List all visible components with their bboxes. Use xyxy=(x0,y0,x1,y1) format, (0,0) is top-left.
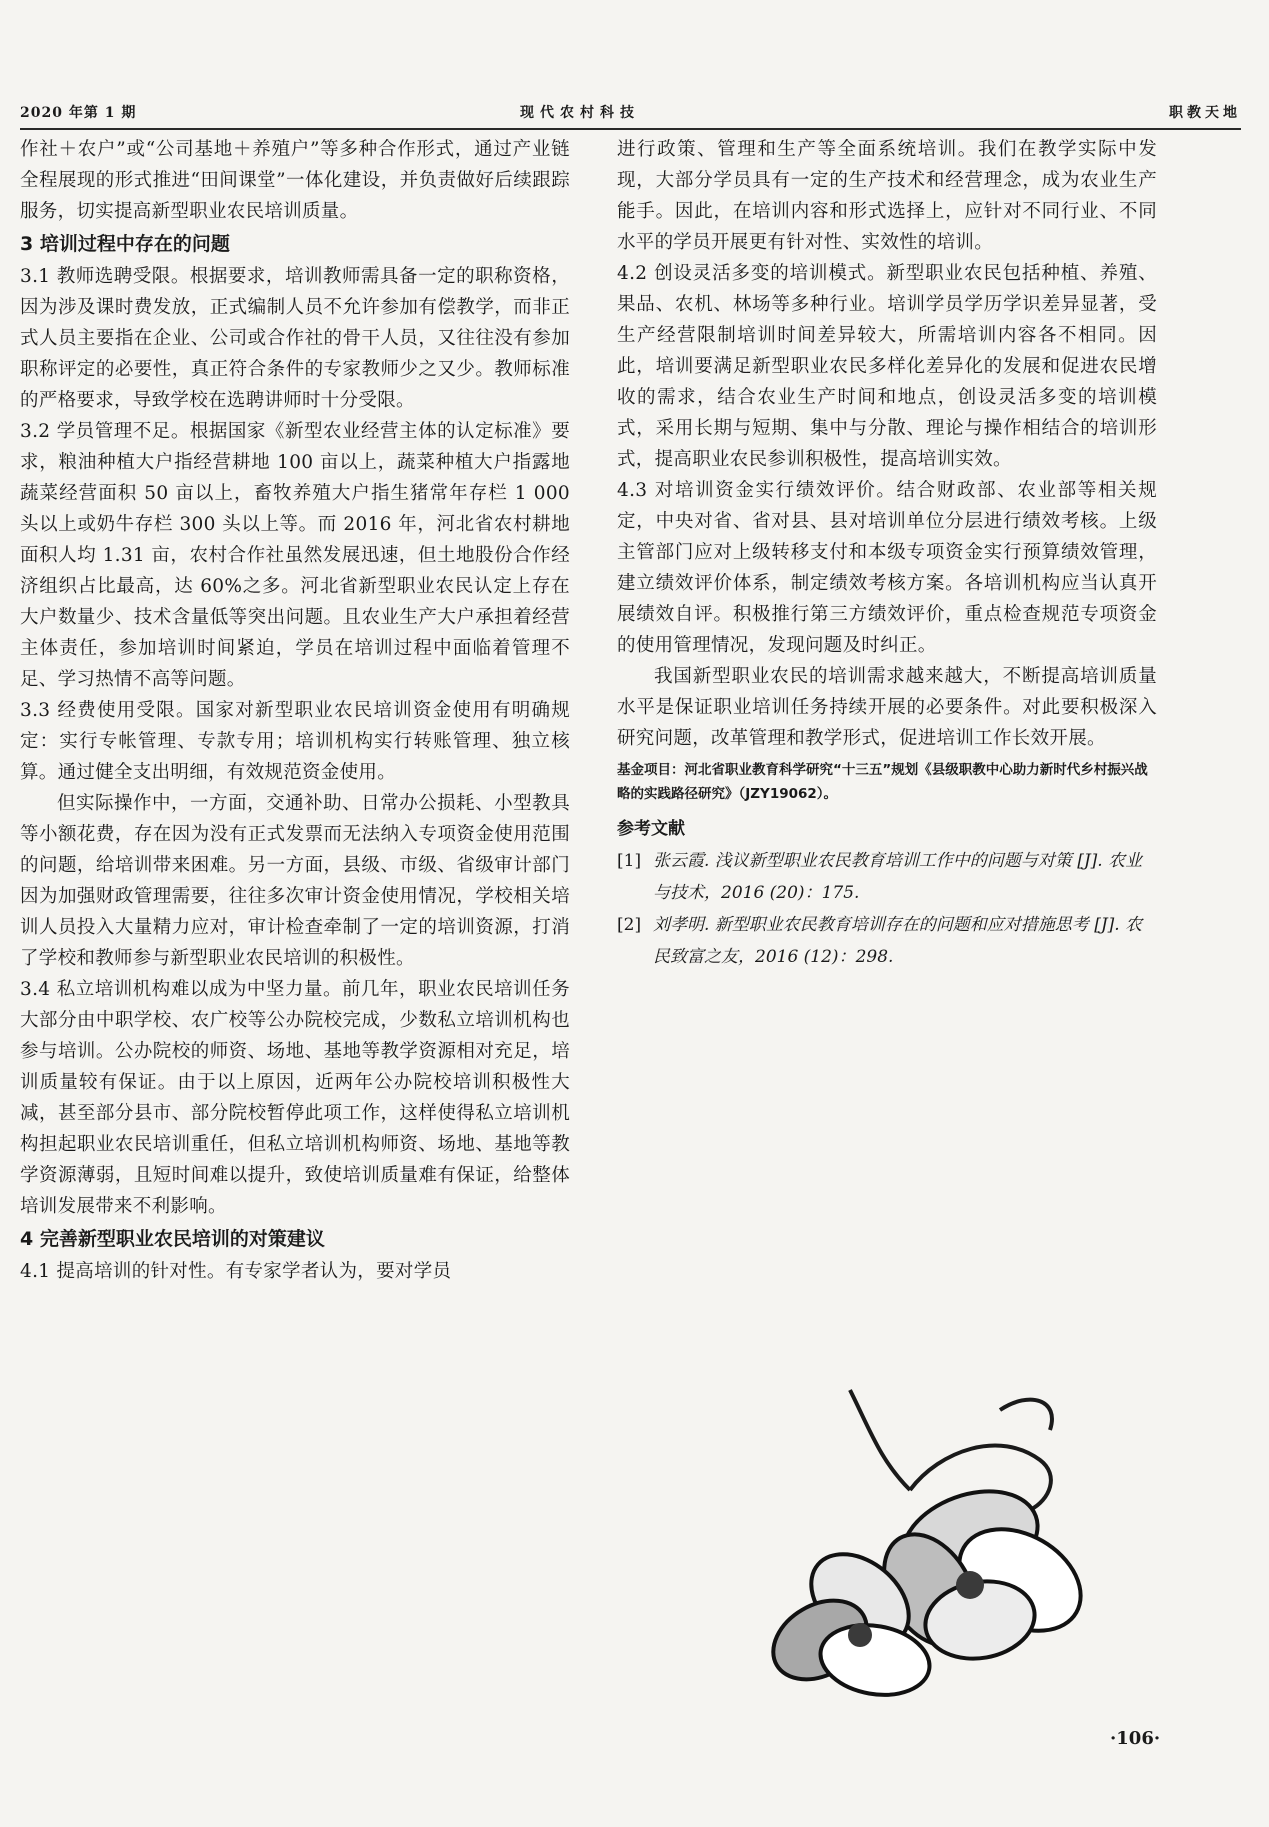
paragraph: 3.1 教师选聘受限。根据要求，培训教师需具备一定的职称资格，因为涉及课时费发放，正式编制人员不允许参加有偿教学，而非正式人员主要指在企业、公司或合作社的骨干人员，又往往没有参加职称评定的必要性，真正符合条件的专家教师少之又少。教师标准的严格要求，导致学校在选聘讲师时十分受限。 xyxy=(20,266,570,411)
reference-text: 张云霞. 浅议新型职业农民教育培训工作中的问题与对策 [J]. 农业与技术，2016 (20)：175. xyxy=(653,851,1143,903)
paragraph: 进行政策、管理和生产等全面系统培训。我们在教学实际中发现，大部分学员具有一定的生产技术和经营理念，成为农业生产能手。因此，在培训内容和形式选择上，应针对不同行业、不同水平的学员开展更有针对性、实效性的培训。 xyxy=(617,139,1157,253)
flower-illustration xyxy=(700,1370,1180,1710)
section-heading: 3 培训过程中存在的问题 xyxy=(20,233,230,255)
paragraph: 但实际操作中，一方面，交通补助、日常办公损耗、小型教具等小额花费，存在因为没有正式发票而无法纳入专项资金使用范围的问题，给培训带来困难。另一方面，县级、市级、省级审计部门因为加强财政管理需要，往往多次审计资金使用情况，学校相关培训人员投入大量精力应对，审计检查牵制了一定的培训资源，打消了学校和教师参与新型职业农民培训的积极性。 xyxy=(20,793,570,969)
paragraph: 3.2 学员管理不足。根据国家《新型农业经营主体的认定标准》要求，粮油种植大户指经营耕地 100 亩以上，蔬菜种植大户指露地蔬菜经营面积 50 亩以上，畜牧养殖大户指生猪常年存栏 1 000 头以上或奶牛存栏 300 头以上等。而 2016 年，河北省农村耕地面积人均 1.31 亩，农村合作社虽然发展迅速，但土地股份合作经济组织占比最高，达 60%之多。河北省新型职业农民认定上存在大户数量少、技术含量低等突出问题。且农业生产大户承担着经营主体责任，参加培训时间紧迫，学员在培训过程中面临着管理不足、学习热情不高等问题。 xyxy=(20,421,570,690)
paragraph: 4.3 对培训资金实行绩效评价。结合财政部、农业部等相关规定，中央对省、省对县、县对培训单位分层进行绩效考核。上级主管部门应对上级转移支付和本级专项资金实行预算绩效管理，建立绩效评价体系，制定绩效考核方案。各培训机构应当认真开展绩效自评。积极推行第三方绩效评价，重点检查规范专项资金的使用管理情况，发现问题及时纠正。 xyxy=(617,480,1157,656)
paragraph: 3.3 经费使用受限。国家对新型职业农民培训资金使用有明确规定：实行专帐管理、专款专用；培训机构实行转账管理、独立核算。通过健全支出明细，有效规范资金使用。 xyxy=(20,700,570,783)
right-column xyxy=(617,134,1157,973)
paragraph: 作社＋农户”或“公司基地＋养殖户”等多种合作形式，通过产业链全程展现的形式推进“田间课堂”一体化建设，并负责做好后续跟踪服务，切实提高新型职业农民培训质量。 xyxy=(20,139,570,222)
reference-number: [2] xyxy=(617,915,642,935)
paragraph: 3.4 私立培训机构难以成为中坚力量。前几年，职业农民培训任务大部分由中职学校、农广校等公办院校完成，少数私立培训机构也参与培训。公办院校的师资、场地、基地等教学资源相对充足，培训质量较有保证。由于以上原因，近两年公办院校培训积极性大减，甚至部分县市、部分院校暂停此项工作，这样使得私立培训机构担起职业农民培训重任，但私立培训机构师资、场地、基地等教学资源薄弱，且短时间难以提升，致使培训质量难有保证，给整体培训发展带来不利影响。 xyxy=(20,979,570,1217)
reference-number: [1] xyxy=(617,851,642,871)
page-number: ·106· xyxy=(1110,1728,1161,1749)
section-label: 职教天地 xyxy=(1169,105,1241,121)
journal-title: 现代农村科技 xyxy=(520,105,640,121)
paragraph: 4.1 提高培训的针对性。有专家学者认为，要对学员 xyxy=(20,1261,452,1282)
left-column xyxy=(20,134,570,1287)
references-heading: 参考文献 xyxy=(617,819,685,839)
reference-item xyxy=(617,845,1157,909)
reference-text: 刘孝明. 新型职业农民教育培训存在的问题和应对措施思考 [J]. 农民致富之友，2016 (12)：298. xyxy=(653,915,1143,967)
conclusion-paragraph: 我国新型职业农民的培训需求越来越大，不断提高培训质量水平是保证职业培训任务持续开展的必要条件。对此要积极深入研究问题，改革管理和教学形式，促进培训工作长效开展。 xyxy=(617,666,1157,749)
paragraph: 4.2 创设灵活多变的培训模式。新型职业农民包括种植、养殖、果品、农机、林场等多种行业。培训学员学历学识差异显著，受生产经营限制培训时间差异较大，所需培训内容各不相同。因此，培训要满足新型职业农民多样化差异化的发展和促进农民增收的需求，结合农业生产时间和地点，创设灵活多变的培训模式，采用长期与短期、集中与分散、理论与操作相结合的培训形式，提高职业农民参训积极性，提高培训实效。 xyxy=(617,263,1157,470)
running-header xyxy=(20,98,1241,130)
section-heading: 4 完善新型职业农民培训的对策建议 xyxy=(20,1228,325,1250)
issue-label: 2020 年第 1 期 xyxy=(20,105,137,121)
reference-item xyxy=(617,909,1157,973)
funding-note: 基金项目：河北省职业教育科学研究“十三五”规划《县级职教中心助力新时代乡村振兴战略的实践路径研究》（JZY19062）。 xyxy=(617,762,1148,802)
